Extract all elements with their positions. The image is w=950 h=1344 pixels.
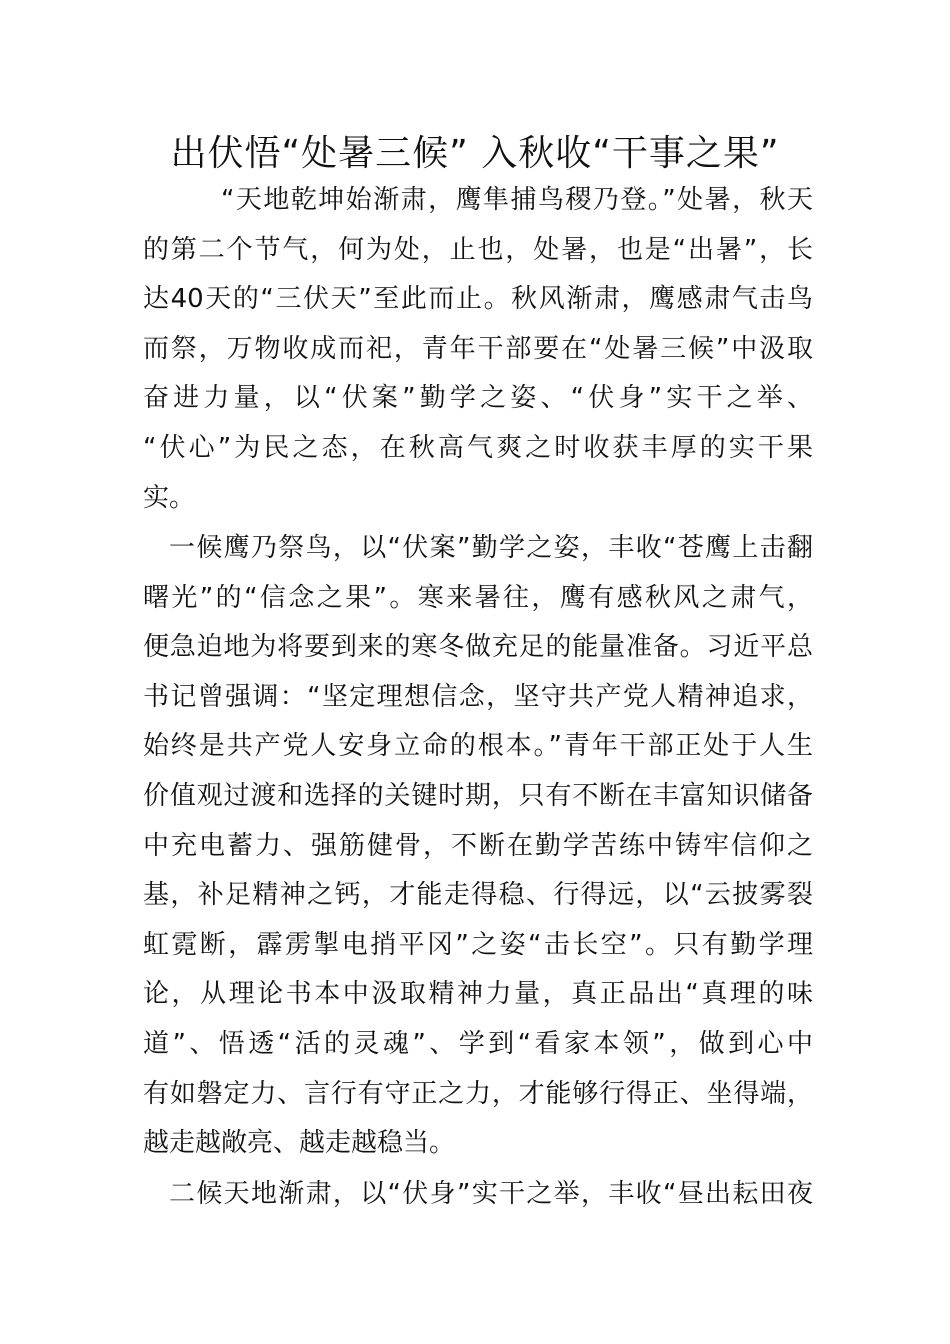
text-line: 始终是共产党人安身立命的根本。”青年干部正处于人生 <box>143 731 813 762</box>
text-line: 的第二个节气，何为处，止也，处暑，也是“出暑”，长 <box>143 234 813 265</box>
text-line: 越走越敞亮、越走越稳当。 <box>143 1128 456 1159</box>
text-line: 一候鹰乃祭鸟，以“伏案”勤学之姿，丰收“苍鹰上击翻 <box>169 533 813 563</box>
paragraph-first-sign <box>143 524 813 1169</box>
text-line: 便急迫地为将要到来的寒冬做充足的能量准备。习近平总 <box>143 632 813 663</box>
paragraph-intro <box>143 176 813 523</box>
paragraph-second-sign <box>143 1170 813 1220</box>
text-line: 基，补足精神之钙，才能走得稳、行得远，以“云披雾裂 <box>143 880 813 911</box>
text-line: 而祭，万物收成而祀，青年干部要在“处暑三候”中汲取 <box>143 333 813 364</box>
text-line: 实。 <box>143 482 196 513</box>
text-line: 价值观过渡和选择的关键时期，只有不断在丰富知识储备 <box>143 780 813 811</box>
text-line: 曙光”的“信念之果”。寒来暑往，鹰有感秋风之肃气， <box>143 582 813 613</box>
page-title: 出伏悟“处暑三候” 入秋收“干事之果” <box>170 133 780 174</box>
text-line: 有如磐定力、言行有守正之力，才能够行得正、坐得端， <box>143 1078 813 1109</box>
text-line: 书记曾强调：“坚定理想信念，坚守共产党人精神追求， <box>143 681 813 712</box>
text-line: “伏心”为民之态，在秋高气爽之时收获丰厚的实干果 <box>143 432 813 463</box>
text-line: 道”、悟透“活的灵魂”、学到“看家本领”，做到心中 <box>143 1028 813 1059</box>
text-line: 奋进力量，以“伏案”勤学之姿、“伏身”实干之举、 <box>143 383 813 414</box>
text-line: “天地乾坤始渐肃，鹰隼捕鸟稷乃登。”处暑，秋天 <box>221 185 813 215</box>
text-line: 虹霓断，霹雳掣电捎平冈”之姿“击长空”。只有勤学理 <box>143 929 813 960</box>
text-line: 中充电蓄力、强筋健骨，不断在勤学苦练中铸牢信仰之 <box>143 830 813 861</box>
text-line: 达40天的“三伏天”至此而止。秋风渐肃，鹰感肃气击鸟 <box>143 284 813 315</box>
text-line: 二候天地渐肃，以“伏身”实干之举，丰收“昼出耘田夜 <box>169 1179 813 1209</box>
text-line: 论，从理论书本中汲取精神力量，真正品出“真理的味 <box>143 979 813 1010</box>
